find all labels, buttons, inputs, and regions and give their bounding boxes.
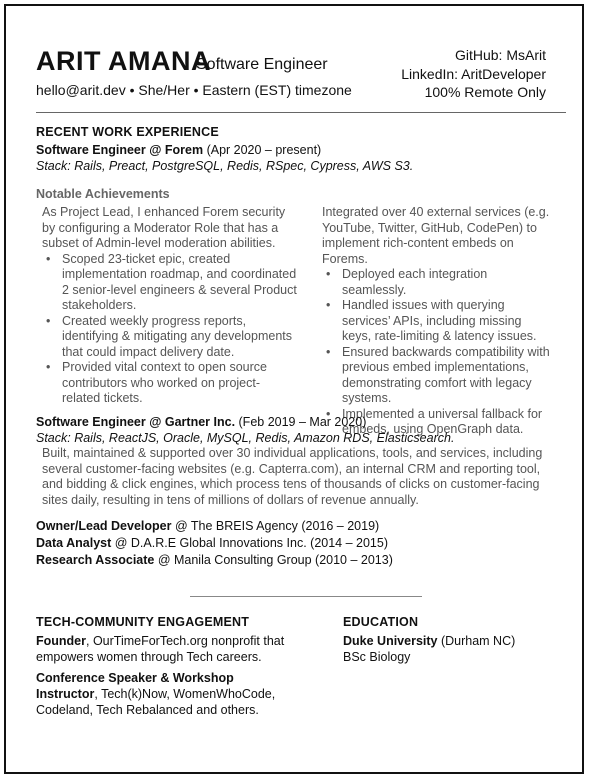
degree: BSc Biology bbox=[343, 650, 411, 664]
earlier-role-detail: @ Manila Consulting Group (2010 – 2013) bbox=[154, 553, 393, 567]
list-item: • Deployed each integration seamlessly. bbox=[322, 267, 550, 298]
section-divider bbox=[190, 596, 422, 597]
resume-page bbox=[4, 4, 584, 774]
gartner-dates: (Feb 2019 – Mar 2020) bbox=[235, 415, 367, 429]
earlier-role-title: Data Analyst bbox=[36, 536, 112, 550]
right-bullet-list bbox=[322, 267, 550, 438]
left-bullet-list bbox=[42, 252, 298, 407]
work-section-heading: RECENT WORK EXPERIENCE bbox=[36, 125, 219, 139]
right-intro: Integrated over 40 external services (e.g. YouTube, Twitter, GitHub, CodePen) to implement rich-content embeds on Forems. bbox=[322, 205, 550, 266]
contact-line: hello@arit.dev • She/Her • Eastern (EST) timezone bbox=[36, 82, 352, 98]
earlier-role-3 bbox=[36, 553, 393, 567]
speaker-entry bbox=[36, 670, 292, 718]
education-section-heading: EDUCATION bbox=[343, 615, 419, 629]
school-name: Duke University bbox=[343, 634, 438, 648]
forem-stack: Stack: Rails, Preact, PostgreSQL, Redis, RSpec, Cypress, AWS S3. bbox=[36, 159, 414, 173]
forem-title: Software Engineer @ Forem bbox=[36, 143, 204, 157]
notable-achievements-heading: Notable Achievements bbox=[36, 187, 170, 201]
list-item: • Implemented a universal fallback for embeds, using OpenGraph data. bbox=[322, 407, 550, 438]
profile-links bbox=[401, 46, 546, 102]
community-section-heading: TECH-COMMUNITY ENGAGEMENT bbox=[36, 615, 250, 629]
gartner-title: Software Engineer @ Gartner Inc. bbox=[36, 415, 236, 429]
list-item: • Scoped 23-ticket epic, created implementation roadmap, and coordinated 2 senior-level engineers & several Product stakeholders. bbox=[42, 252, 298, 314]
education-entry bbox=[343, 633, 553, 665]
github-link[interactable]: GitHub: MsArit bbox=[454, 47, 546, 63]
candidate-name: ARIT AMANA bbox=[36, 46, 211, 76]
school-line bbox=[343, 633, 553, 649]
earlier-role-1 bbox=[36, 519, 379, 533]
founder-entry bbox=[36, 633, 336, 665]
founder-text: , OurTimeForTech.org nonprofit that empowers women through Tech careers. bbox=[36, 634, 285, 664]
list-item: • Handled issues with querying services’ APIs, including missing keys, rate-limiting & latency issues. bbox=[322, 298, 550, 345]
header-divider bbox=[36, 112, 566, 113]
left-intro: As Project Lead, I enhanced Forem security by configuring a Moderator Role that has a subset of Admin-level moderation abilities. bbox=[42, 205, 286, 250]
founder-role: Founder bbox=[36, 634, 86, 648]
remote-note: 100% Remote Only bbox=[424, 84, 546, 100]
earlier-role-title: Research Associate bbox=[36, 553, 155, 567]
earlier-role-detail: @ The BREIS Agency (2016 – 2019) bbox=[171, 519, 380, 533]
school-location: (Durham NC) bbox=[437, 634, 516, 648]
forem-achievements-right bbox=[322, 205, 550, 438]
speaker-text: , Tech(k)Now, WomenWhoCode, Codeland, Tech Rebalanced and others. bbox=[36, 687, 276, 717]
speaker-role: Conference Speaker & Workshop Instructor bbox=[36, 671, 234, 701]
list-item: • Ensured backwards compatibility with previous embed implementations, demonstrating comfort with legacy systems. bbox=[322, 345, 550, 407]
forem-dates: (Apr 2020 – present) bbox=[203, 143, 322, 157]
earlier-role-title: Owner/Lead Developer bbox=[36, 519, 172, 533]
gartner-summary: Built, maintained & supported over 30 individual applications, tools, and services, including several customer-facing websites (e.g. Capterra.com), an internal CRM and reporting tool, and bidding & click engines, which process tens of thousands of clicks on customer-facing sites daily, resulting in tens of millions of dollars of revenue annually. bbox=[42, 446, 543, 507]
gartner-stack: Stack: Rails, ReactJS, Oracle, MySQL, Redis, Amazon RDS, Elasticsearch. bbox=[36, 431, 455, 445]
list-item: • Created weekly progress reports, identifying & mitigating any developments that could impact delivery date. bbox=[42, 314, 298, 361]
forem-achievements-left bbox=[42, 205, 298, 407]
earlier-role-detail: @ D.A.R.E Global Innovations Inc. (2014 – 2015) bbox=[111, 536, 388, 550]
list-item: • Provided vital context to open source contributors who worked on project-related tickets. bbox=[42, 360, 298, 407]
candidate-role: Software Engineer bbox=[196, 56, 328, 73]
gartner-job-title bbox=[36, 415, 366, 429]
forem-job-title bbox=[36, 143, 321, 157]
linkedin-link[interactable]: LinkedIn: AritDeveloper bbox=[401, 65, 546, 82]
earlier-role-2 bbox=[36, 536, 388, 550]
